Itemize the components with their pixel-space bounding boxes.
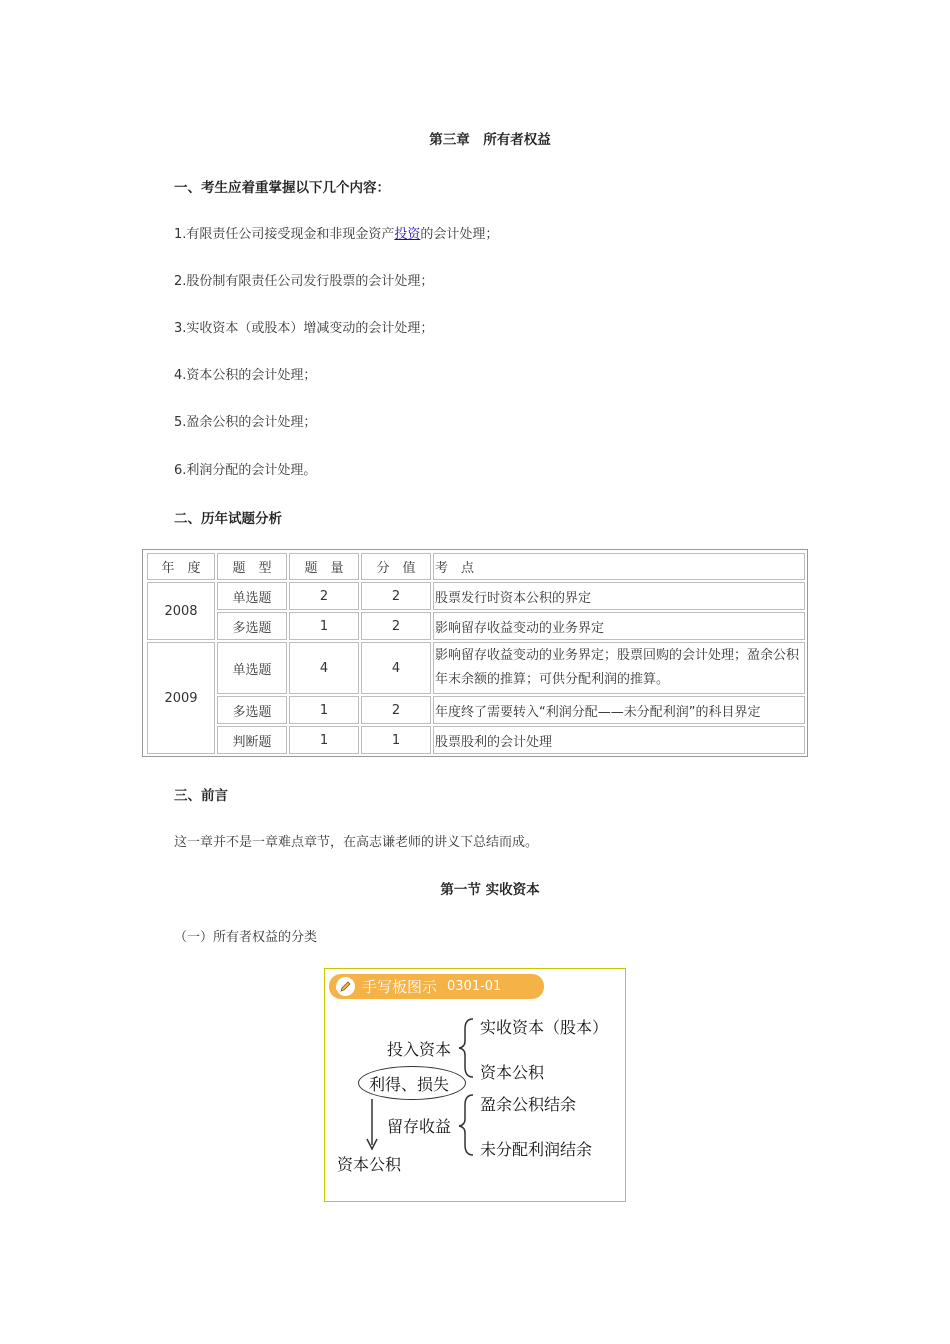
equity-classification-diagram — [324, 968, 626, 1202]
table-cell — [433, 642, 805, 694]
table-cell: 年度终了需要转入“利润分配——未分配利润”的科目界定 — [433, 696, 805, 724]
list-item: 2.股份制有限责任公司发行股票的会计处理； — [174, 274, 434, 289]
table-cell: 1 — [361, 726, 431, 754]
table-cell: 1 — [289, 612, 359, 640]
table-cell: 1 — [289, 696, 359, 724]
subsection-heading: （一）所有者权益的分类 — [174, 930, 318, 945]
table-header: 题 型 — [217, 553, 287, 580]
paid-in-capital-label: 实收资本（股本） — [480, 1018, 609, 1037]
table-header: 考 点 — [433, 553, 805, 580]
list-item-text: 1.有限责任公司接受现金和非现金资产 — [174, 227, 395, 242]
table-year-cell: 2008 — [147, 582, 215, 640]
table-cell: 影响留存收益变动的业务界定 — [433, 612, 805, 640]
table-header: 年 度 — [147, 553, 215, 580]
table-cell: 单选题 — [217, 642, 287, 694]
diagram-banner-code: 0301-01 — [447, 979, 502, 994]
retained-earnings-label: 留存收益 — [387, 1117, 452, 1136]
chapter-title: 第三章 所有者权益 — [429, 132, 551, 148]
section-title: 第一节 实收资本 — [440, 882, 540, 898]
intro-paragraph: 这一章并不是一章难点章节，在高志谦老师的讲义下总结而成。 — [174, 835, 539, 850]
list-item: 5.盈余公积的会计处理； — [174, 415, 317, 430]
diagram-banner-label: 手写板图示 — [362, 978, 438, 996]
gains-losses-label: 利得、损失 — [369, 1075, 450, 1094]
list-item — [174, 223, 498, 242]
invest-link[interactable]: 投资 — [394, 227, 421, 242]
table-cell: 1 — [289, 726, 359, 754]
table-header: 分 值 — [361, 553, 431, 580]
section2-heading: 二、历年试题分析 — [174, 511, 282, 527]
table-cell: 2 — [289, 582, 359, 610]
table-cell: 单选题 — [217, 582, 287, 610]
list-item: 6.利润分配的会计处理。 — [174, 463, 317, 478]
exam-analysis-table — [142, 549, 808, 757]
table-cell: 2 — [361, 696, 431, 724]
list-item: 4.资本公积的会计处理； — [174, 368, 317, 383]
table-header: 题 量 — [289, 553, 359, 580]
table-cell: 多选题 — [217, 696, 287, 724]
undistributed-profit-label: 未分配利润结余 — [480, 1140, 593, 1159]
table-cell: 股票发行时资本公积的界定 — [433, 582, 805, 610]
table-cell: 多选题 — [217, 612, 287, 640]
table-cell: 2 — [361, 612, 431, 640]
list-item: 3.实收资本（或股本）增减变动的会计处理； — [174, 321, 434, 336]
capital-reserve-label: 资本公积 — [480, 1063, 545, 1082]
surplus-reserve-label: 盈余公积结余 — [480, 1095, 577, 1114]
table-year-cell: 2009 — [147, 642, 215, 754]
table-cell-text: 影响留存收益变动的业务界定；股票回购的会计处理；盈余公积年末余额的推算；可供分配利润的推算。 — [435, 648, 800, 687]
section1-heading: 一、考生应着重掌握以下几个内容： — [174, 180, 390, 196]
invested-capital-label: 投入资本 — [387, 1040, 452, 1059]
capital-reserve-bottom-label: 资本公积 — [337, 1155, 402, 1174]
table-cell: 判断题 — [217, 726, 287, 754]
table-cell: 4 — [361, 642, 431, 694]
table-cell: 股票股利的会计处理 — [433, 726, 805, 754]
list-item-text: 的会计处理； — [420, 227, 499, 242]
table-cell: 2 — [361, 582, 431, 610]
section3-heading: 三、前言 — [174, 788, 228, 804]
table-cell: 4 — [289, 642, 359, 694]
